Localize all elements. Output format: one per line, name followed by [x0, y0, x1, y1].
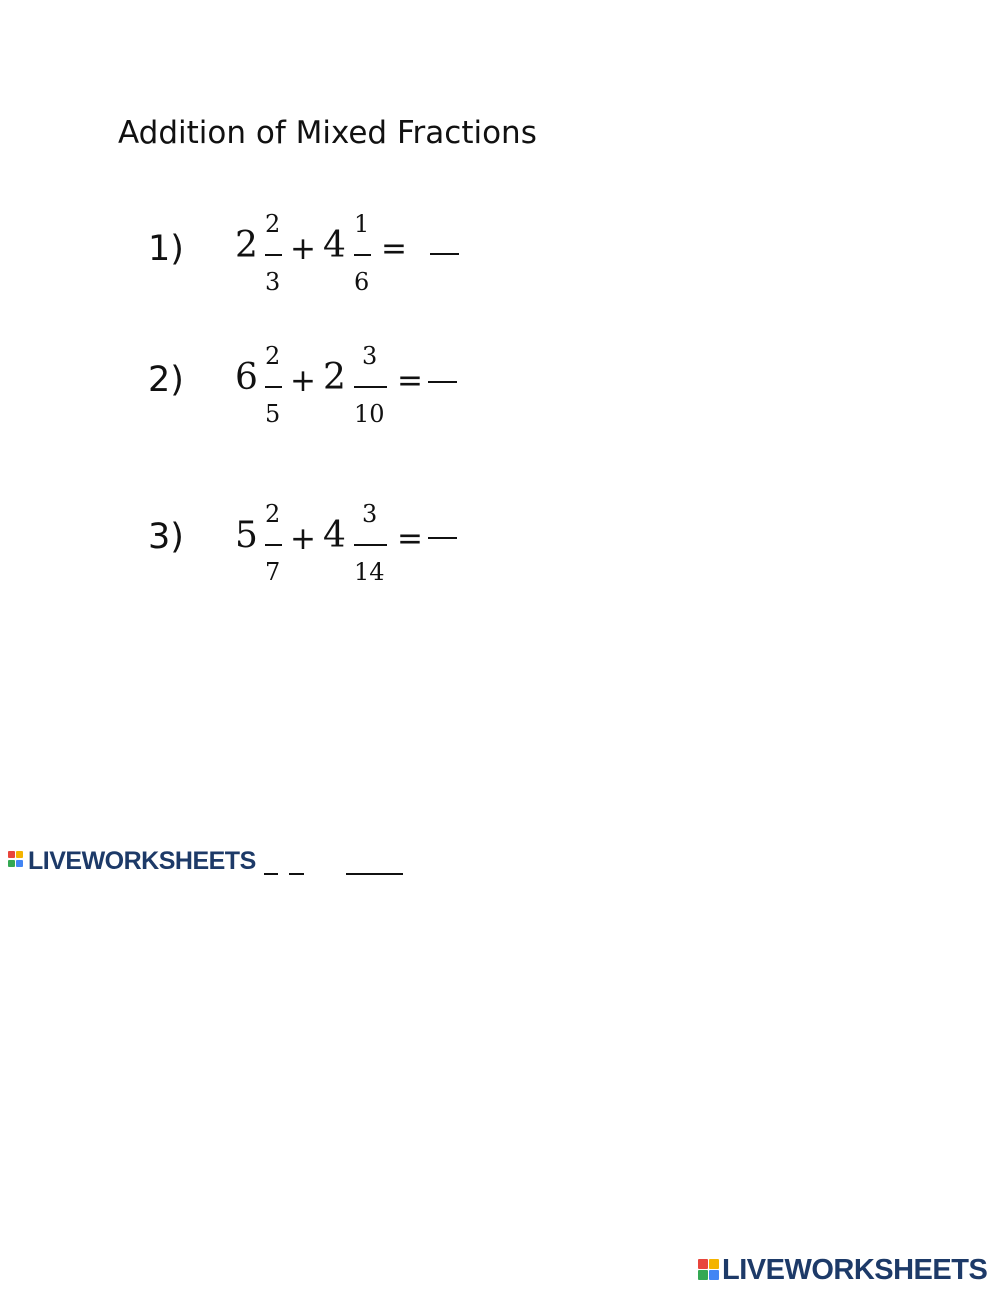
- problem-number: 3): [148, 517, 184, 557]
- answer-blank[interactable]: [428, 537, 457, 539]
- logo-text: LIVEWORKSHEETS: [28, 847, 256, 875]
- answer-blank[interactable]: [289, 873, 304, 875]
- cube-tile: [16, 860, 23, 867]
- cube-tile: [709, 1259, 719, 1269]
- denominator: 5: [265, 400, 281, 428]
- fraction-bar: [354, 386, 387, 388]
- numerator: 2: [265, 342, 281, 370]
- answer-blank[interactable]: [264, 873, 278, 875]
- whole-number: 4: [323, 515, 346, 556]
- equals-sign: =: [397, 521, 423, 557]
- fraction-bar: [354, 254, 371, 256]
- equals-sign: =: [381, 231, 407, 267]
- denominator: 10: [354, 400, 385, 428]
- fraction-bar: [265, 254, 282, 256]
- plus-sign: +: [290, 363, 316, 399]
- cube-tile: [698, 1259, 708, 1269]
- plus-sign: +: [290, 231, 316, 267]
- denominator: 3: [265, 268, 281, 296]
- cube-tile: [709, 1270, 719, 1280]
- logo-text: LIVEWORKSHEETS: [722, 1254, 988, 1286]
- cube-tile: [698, 1270, 708, 1280]
- whole-number: 6: [235, 357, 258, 398]
- fraction-bar: [265, 544, 282, 546]
- equals-sign: =: [397, 363, 423, 399]
- cube-tile: [8, 851, 15, 858]
- problem-number: 1): [148, 229, 184, 269]
- answer-blank[interactable]: [346, 873, 403, 875]
- cube-tile: [8, 860, 15, 867]
- cube-tile: [16, 851, 23, 858]
- denominator: 6: [354, 268, 370, 296]
- numerator: 3: [362, 342, 378, 370]
- numerator: 2: [265, 210, 281, 238]
- denominator: 7: [265, 558, 281, 586]
- numerator: 2: [265, 500, 281, 528]
- fraction-bar: [354, 544, 387, 546]
- problem-number: 2): [148, 360, 184, 400]
- worksheet-title: Addition of Mixed Fractions: [118, 115, 537, 151]
- whole-number: 4: [323, 225, 346, 266]
- plus-sign: +: [290, 521, 316, 557]
- whole-number: 2: [323, 357, 346, 398]
- whole-number: 5: [235, 515, 258, 556]
- fraction-bar: [265, 386, 282, 388]
- numerator: 1: [354, 210, 370, 238]
- numerator: 3: [362, 500, 378, 528]
- answer-blank[interactable]: [430, 253, 459, 255]
- whole-number: 2: [235, 225, 258, 266]
- answer-blank[interactable]: [428, 381, 457, 383]
- denominator: 14: [354, 558, 385, 586]
